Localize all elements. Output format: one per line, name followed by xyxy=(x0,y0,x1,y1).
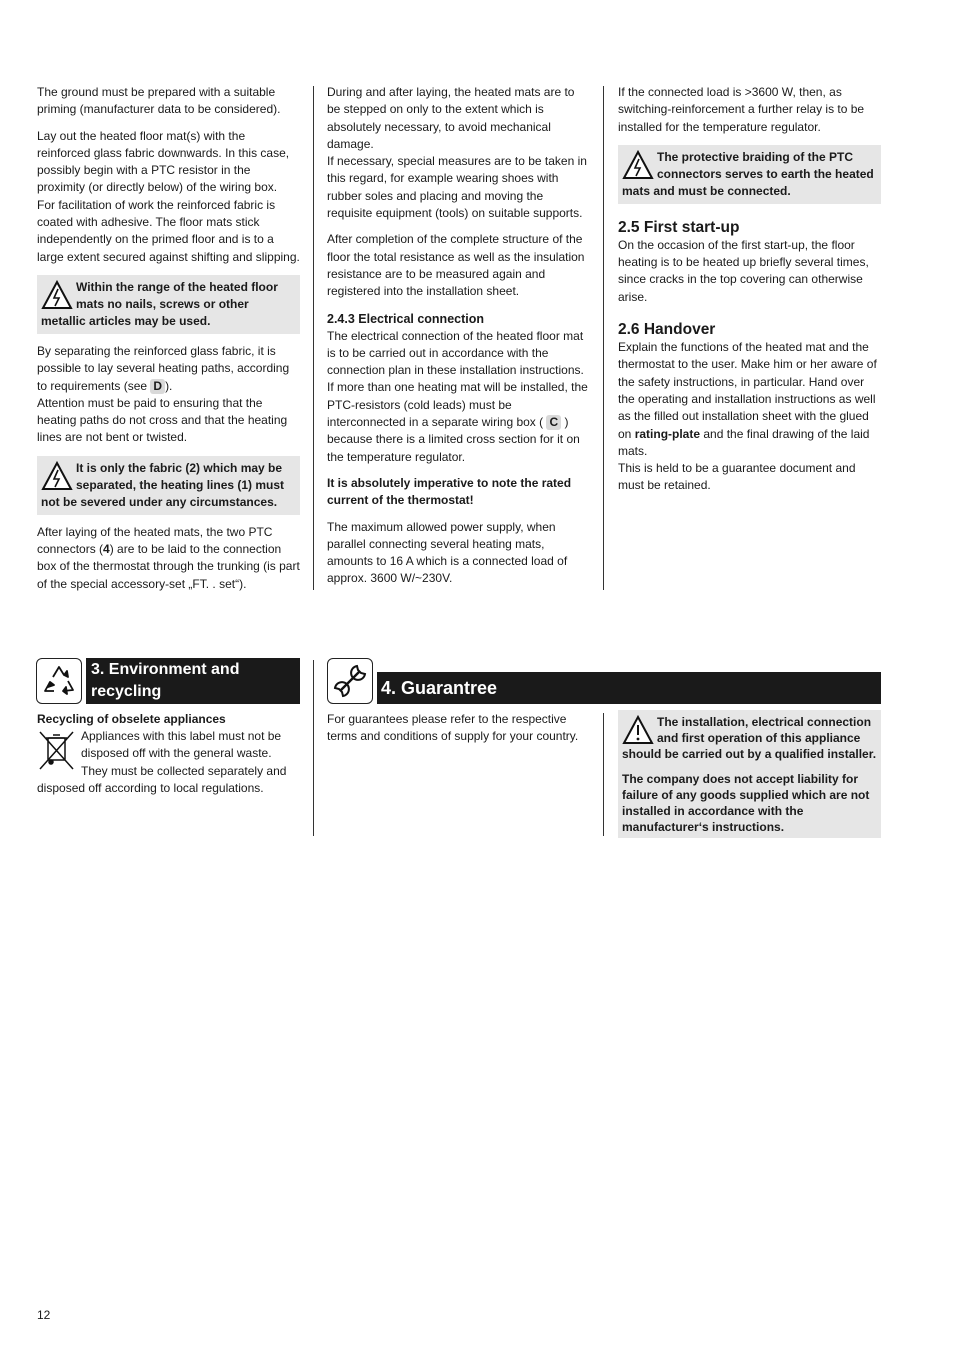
figure-ref-badge: D xyxy=(150,379,165,394)
guarantee-content xyxy=(327,711,590,753)
warning-text: The protective braiding of the PTC connectors serves to earth the heated mats and must be connected. xyxy=(622,149,874,198)
environment-section-header xyxy=(36,658,300,704)
paragraph: Appliances with this label must not be disposed off with the general waste. They must be collected separately and disposed off according to local regulations. xyxy=(37,729,287,795)
paragraph: After completion of the complete structure of the floor the total resistance as well as the insulation resistance are to be measured again and registered into the installation sheet. xyxy=(327,232,585,299)
warning-text: The company does not accept liability for failure of any goods supplied which are not installed in accordance with the manufacturer‘s instructions. xyxy=(622,771,870,835)
guarantee-section-header xyxy=(327,658,881,704)
warning-text: Within the range of the heated floor mats no nails, screws or other metallic articles may be used. xyxy=(41,279,278,328)
paragraph: If necessary, special measures are to be taken in this regard, for example wearing shoes with rubber soles and placing and moving the requisite equipment (tools) on suitable supports. xyxy=(327,154,587,221)
section-heading: 2.6 Handover xyxy=(618,321,716,339)
figure-ref-badge: C xyxy=(546,415,561,430)
paragraph: The ground must be prepared with a suitable priming (manufacturer data to be considered). xyxy=(37,85,281,117)
warning-box xyxy=(618,710,881,838)
recycle-icon xyxy=(36,658,82,704)
paragraph: If the connected load is >3600 W, then, as switching-reinforcement a further relay is to be installed for the temperature regulator. xyxy=(618,85,865,134)
important-note: It is absolutely imperative to note the rated current of the thermostat! xyxy=(327,475,572,508)
paragraph: After laying of the heated mats, the two PTC connectors (4) are to be laid to the connection box of the thermostat through the trunking (is part of the special accessory-set „FT. . set“). xyxy=(37,524,300,591)
paragraph: During and after laying, the heated mats are to be stepped on only to the extent which is absolutely necessary, to avoid mechanical damage. xyxy=(327,85,575,151)
subsection-heading: Recycling of obselete appliances xyxy=(37,712,226,726)
paragraph: The electrical connection of the heated floor mat is to be carried out in accordance with the connection plan in these installation instructions. xyxy=(327,328,584,378)
electric-hazard-icon xyxy=(41,461,73,491)
paragraph: For facilitation of work the reinforced fabric is coated with adhesive. The floor mats stick independently on the primed floor and is to a large extent secured against shifting and slipping. xyxy=(37,197,300,264)
crossed-bin-icon xyxy=(37,729,77,773)
section-heading: 2.5 First start-up xyxy=(618,218,740,236)
environment-content xyxy=(37,711,300,806)
column-divider xyxy=(313,660,314,836)
column-divider xyxy=(313,86,314,590)
column-2 xyxy=(327,84,590,597)
electric-hazard-icon xyxy=(622,150,654,180)
warning-text: It is only the fabric (2) which may be separated, the heating lines (1) must not be severed under any circumstances. xyxy=(41,460,285,509)
paragraph: Explain the functions of the heated mat and the thermostat to the user. Make him or her aware of the safety instructions, in particular. Hand over the operating and installation instructions as well as the filled out installation sheet with the glued on rating-plate and the final drawing of the laid mats. xyxy=(618,340,877,458)
subsection-heading: 2.4.3 Electrical connection xyxy=(327,311,485,326)
warning-box xyxy=(618,145,881,204)
warning-icon xyxy=(622,715,654,745)
paragraph: On the occasion of the first start-up, the floor heating is to be heated up briefly several times, since cracks in the top covering can otherwise arise. xyxy=(618,237,869,304)
column-divider xyxy=(603,86,604,590)
paragraph: If more than one heating mat will be installed, the PTC-resistors (cold leads) must be interconnected in a separate wiring box ( C ) because there is a limited cross section for it on the temperature regulator. xyxy=(327,380,588,464)
recycling-text-block xyxy=(37,728,300,797)
page-number: 12 xyxy=(37,1308,51,1322)
column-divider xyxy=(603,713,604,836)
section-title: 3. Environment and recycling xyxy=(86,658,300,704)
column-3 xyxy=(618,84,881,504)
paragraph: Attention must be paid to ensuring that the heating paths do not cross and that the heating lines are not bent or twisted. xyxy=(37,395,288,445)
warning-box xyxy=(37,275,300,334)
column-1 xyxy=(37,84,300,602)
warning-text: The installation, electrical connection and first operation of this appliance should be carried out by a qualified installer. xyxy=(622,715,877,762)
paragraph: This is held to be a guarantee document and must be retained. xyxy=(618,461,856,493)
paragraph: For guarantees please refer to the respective terms and conditions of supply for your country. xyxy=(327,712,579,743)
warning-box xyxy=(37,456,300,515)
paragraph: By separating the reinforced glass fabric, it is possible to lay several heating paths, according to requirements (see D ). xyxy=(37,343,290,393)
section-title: 4. Guarantree xyxy=(377,672,881,704)
electric-hazard-icon xyxy=(41,280,73,310)
wrench-icon xyxy=(327,658,373,704)
paragraph: Lay out the heated floor mat(s) with the reinforced glass fabric downwards. In this case, possibly begin with a PTC resistor in the proximity (or directly below) of the wiring box. xyxy=(37,128,290,195)
guarantee-warning-column xyxy=(618,710,881,847)
paragraph: The maximum allowed power supply, when parallel connecting several heating mats, amounts to 16 A which is a connected load of approx. 3600 W/~230V. xyxy=(327,519,568,586)
